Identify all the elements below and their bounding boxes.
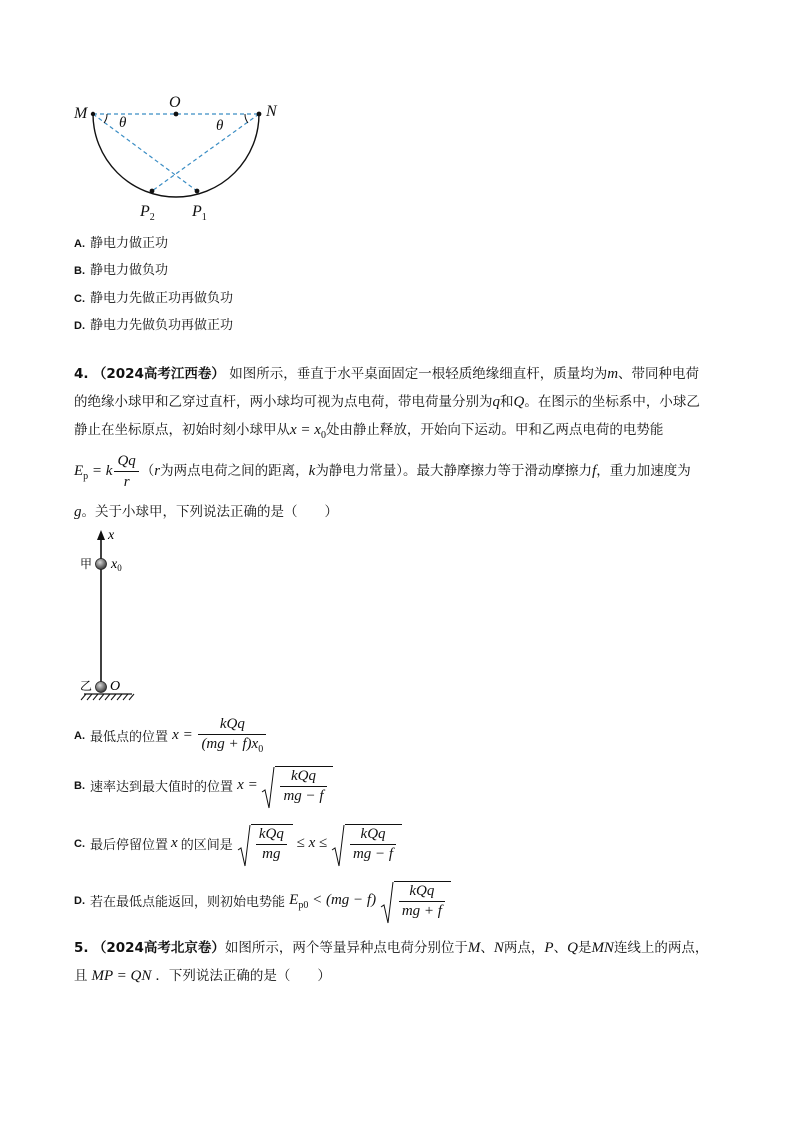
q4-text: （ (140, 462, 155, 479)
var-N: N (493, 940, 504, 956)
option-text: 最低点的位置 (90, 729, 169, 745)
option-formula: x = $\frac{\text{kQq}}{(mg + f)x_0}$ (172, 727, 268, 743)
q4-text: 如图所示，垂直于水平桌面固定一根轻质绝缘细直杆，质量均为 (229, 366, 608, 382)
q4-text: 静止在坐标原点，初始时刻小球甲从 (74, 422, 290, 438)
point-P2 (150, 189, 155, 194)
q5-text: 是 (577, 940, 592, 956)
q5-text: 且 (74, 968, 88, 984)
option-label: D. (74, 894, 85, 907)
var-r: r (154, 462, 161, 479)
label-P2: $P_2$ (140, 203, 155, 222)
q4-text: 。关于小球甲，下列说法正确的是（ ） (81, 504, 338, 520)
q3-option-d (74, 314, 233, 333)
option-text: 静电力先做负功再做正功 (90, 318, 234, 333)
q4-line4 (74, 452, 691, 491)
option-label: A. (74, 729, 85, 742)
option-label: D. (74, 320, 85, 332)
chord-N-P2 (152, 114, 259, 191)
x-axis-arrow (97, 530, 105, 540)
label-theta-left: θ (119, 115, 127, 131)
q4-text: 、带同种电荷 (618, 366, 700, 382)
label-yi: 乙 (80, 679, 93, 693)
point-N (257, 112, 262, 117)
var-x: x (171, 834, 178, 851)
option-text: 最后停留位置 (90, 837, 169, 853)
option-text: 若在最低点能返回，则初始电势能 (90, 894, 286, 910)
label-theta-right: θ (216, 118, 224, 134)
option-text: 的区间是 (180, 837, 233, 853)
var-k: k (308, 462, 316, 479)
q3-option-a (74, 232, 168, 251)
q4-text: 为静电力常量）。最大静摩擦力等于滑动摩擦力 (315, 462, 593, 479)
q4-text: 为两点电荷之间的距离， (160, 462, 309, 479)
option-label: C. (74, 837, 85, 850)
label-x0: $x_0$ (111, 557, 122, 573)
label-N: N (266, 103, 277, 120)
point-P1 (195, 189, 200, 194)
formula-Ep: $E_p = k$ $\frac{Qq}{r}$ (74, 463, 141, 479)
option-label: A. (74, 238, 85, 250)
option-text: 速率达到最大值时的位置 (90, 779, 234, 795)
q4-line5 (74, 505, 338, 520)
point-M (91, 112, 95, 116)
label-x-axis: x (108, 528, 115, 543)
ball-jia (96, 559, 107, 570)
ball-yi (96, 682, 107, 693)
angle-arc-left (104, 114, 107, 123)
ground-hatch (81, 694, 134, 700)
option-label: B. (74, 265, 85, 277)
var-m: m (607, 366, 619, 382)
q4-option-c (74, 824, 402, 863)
option-label: C. (74, 293, 85, 305)
question-source: （2024高考北京卷） (92, 940, 225, 956)
question-number: 5. (74, 940, 89, 956)
q4-option-d (74, 881, 451, 920)
q4-line1 (74, 367, 699, 382)
q4-text: ，重力加速度为 (596, 462, 691, 479)
option-formula: $E_{p0} < (mg - f)$ $\frac{\text{kQq}}{mg + f}$ (289, 892, 451, 908)
rod-figure (70, 526, 150, 706)
var-P: P (544, 940, 554, 956)
q4-option-a (74, 716, 268, 755)
var-Q: Q (567, 940, 578, 956)
q3-option-c (74, 287, 233, 306)
var-Q: Q (513, 394, 525, 410)
q4-text: 。在图示的坐标系中，小球乙 (524, 394, 700, 410)
q4-line2 (74, 395, 700, 410)
angle-arc-right (245, 114, 248, 123)
option-formula: $\frac{\text{kQq}}{mg}$ ≤ x ≤ $\frac{\text{kQq}}{mg - f}$ (237, 835, 402, 851)
label-P1: $P_1$ (192, 203, 207, 222)
q4-text: 的绝缘小球甲和乙穿过直杆，两小球均可视为点电荷，带电荷量分别为 (74, 394, 493, 410)
var-q: q (492, 394, 500, 410)
option-label: B. (74, 779, 85, 792)
expr-MP-QN: MP = QN (91, 968, 152, 984)
label-jia: 甲 (80, 557, 93, 571)
var-M: M (467, 940, 481, 956)
q5-text: 两点， (503, 940, 545, 956)
q5-text: ．下列说法正确的是（ ） (155, 968, 331, 984)
q4-text: 和 (500, 394, 514, 410)
semicircle-arc (93, 114, 259, 197)
q4-line3 (74, 423, 663, 441)
q5-line1: 5. （2024高考北京卷）如图所示，两个等量异种点电荷分别位于M、N两点，P、Q是MN连线上的两点， (74, 940, 709, 956)
var-g: g (74, 504, 82, 520)
q4-text: 处由静止释放，开始向下运动。甲和乙两点电荷的电势能 (325, 422, 664, 438)
label-M: M (74, 105, 88, 122)
var-f: f (592, 462, 597, 479)
question-number: 4. (74, 366, 89, 382)
q3-option-b (74, 259, 168, 278)
q5-text: 如图所示，两个等量异种点电荷分别位于 (224, 940, 468, 956)
point-O (174, 112, 179, 117)
q5-text: 连线上的两点， (613, 940, 709, 956)
option-text: 静电力做负功 (90, 263, 169, 278)
label-O: O (169, 94, 181, 111)
option-text: 静电力先做正功再做负功 (90, 291, 234, 306)
label-O: O (110, 679, 121, 694)
q5-line2 (74, 969, 331, 984)
option-formula: x = $\frac{\text{kQq}}{mg - f}$ (237, 777, 332, 793)
var-MN: MN (591, 940, 614, 956)
option-text: 静电力做正功 (90, 236, 169, 251)
expr-x-x0: $x = x_0$ (290, 422, 326, 441)
question-source: （2024高考江西卷） (92, 366, 225, 382)
chord-M-P1 (93, 114, 197, 191)
q4-option-b (74, 766, 333, 805)
semicircle-figure (70, 92, 290, 222)
